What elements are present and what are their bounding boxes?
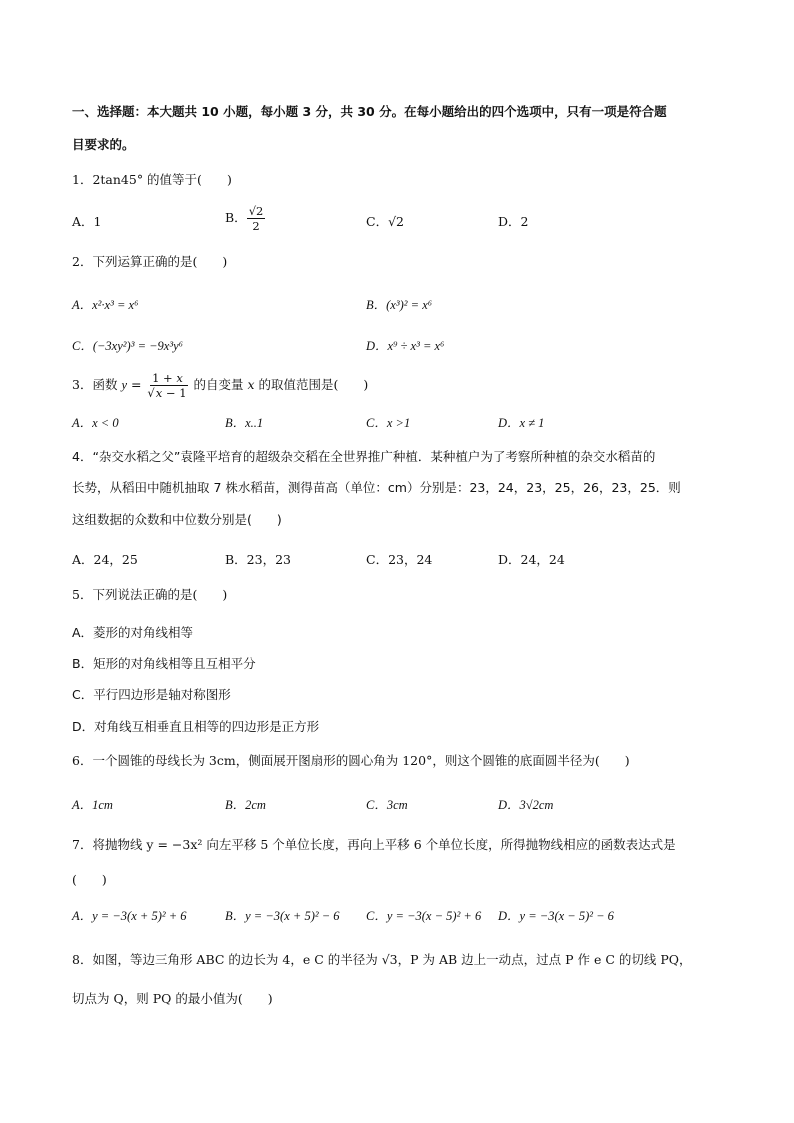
section-heading-line1: 一、选择题：本大题共 10 小题，每小题 3 分，共 30 分。在每小题给出的四个选项中，只有一项是符合题 (72, 104, 667, 119)
q5-option-a: A．菱形的对角线相等 (72, 625, 194, 640)
q7-stem-line2: ( ) (72, 872, 107, 887)
q4-stem-line1: 4．“杂交水稻之父”袁隆平培育的超级杂交稻在全世界推广种植．某种植户为了考察所种植的杂交水稻苗的 (72, 449, 656, 464)
q5-option-d: D．对角线互相垂直且相等的四边形是正方形 (72, 719, 320, 734)
q4-option-b: B．23，23 (225, 552, 291, 567)
q6-option-a: A．1cm (72, 798, 113, 812)
q5-option-b: B．矩形的对角线相等且互相平分 (72, 656, 256, 671)
q6-option-b: B．2cm (225, 798, 266, 812)
q2-option-d: D．x⁹ ÷ x³ = x⁶ (366, 339, 445, 353)
q3-option-d: D．x ≠ 1 (498, 416, 545, 430)
q3-option-c: C．x >1 (366, 416, 411, 430)
q3-stem: 3．函数 y = $\frac{1 + x}{√x - 1}$ 的自变量 x 的取值范围是( ) (72, 371, 369, 400)
q6-option-d: D．3√2cm (498, 798, 554, 812)
q7-option-c: C．y = −3(x − 5)² + 6 (366, 909, 482, 923)
q3-option-b: B．x..1 (225, 416, 264, 430)
q4-stem-line2: 长势，从稻田中随机抽取 7 株水稻苗，测得苗高（单位：cm）分别是：23，24，23，25，26，23，25．则 (72, 480, 681, 495)
q6-option-c: C．3cm (366, 798, 408, 812)
q8-stem-line1: 8．如图，等边三角形 ABC 的边长为 4，e C 的半径为 √3，P 为 AB 边上一动点，过点 P 作 e C 的切线 PQ， (72, 952, 692, 967)
q1-stem: 1．2tan45° 的值等于( ) (72, 172, 232, 187)
q1-option-b: B． $\frac{√2}{2}$ (225, 204, 264, 233)
q4-option-d: D．24，24 (498, 552, 565, 567)
q2-option-c: C．(−3xy²)³ = −9x³y⁶ (72, 339, 183, 353)
q7-option-d: D．y = −3(x − 5)² − 6 (498, 909, 614, 923)
q1-option-a: A．1 (72, 214, 102, 229)
q4-option-c: C．23，24 (366, 552, 433, 567)
q4-option-a: A．24，25 (72, 552, 138, 567)
q5-stem: 5．下列说法正确的是( ) (72, 587, 228, 602)
q7-option-a: A．y = −3(x + 5)² + 6 (72, 909, 187, 923)
q3-option-a: A．x < 0 (72, 416, 119, 430)
q8-stem-line2: 切点为 Q，则 PQ 的最小值为( ) (72, 991, 273, 1006)
q7-option-b: B．y = −3(x + 5)² − 6 (225, 909, 340, 923)
q4-stem-line3: 这组数据的众数和中位数分别是( ) (72, 512, 282, 527)
q6-stem: 6．一个圆锥的母线长为 3cm，侧面展开图扇形的圆心角为 120°，则这个圆锥的底面圆半径为( ) (72, 753, 630, 768)
q1-option-c: C．√2 (366, 214, 404, 229)
q2-option-b: B．(x³)² = x⁶ (366, 298, 433, 312)
q5-option-c: C．平行四边形是轴对称图形 (72, 687, 231, 702)
q1-option-d: D．2 (498, 214, 529, 229)
q2-stem: 2．下列运算正确的是( ) (72, 254, 228, 269)
q2-option-a: A．x²·x³ = x⁶ (72, 298, 139, 312)
q7-stem-line1: 7．将抛物线 y = −3x² 向左平移 5 个单位长度，再向上平移 6 个单位长度，所得抛物线相应的函数表达式是 (72, 837, 676, 852)
section-heading-line2: 目要求的。 (72, 137, 135, 152)
